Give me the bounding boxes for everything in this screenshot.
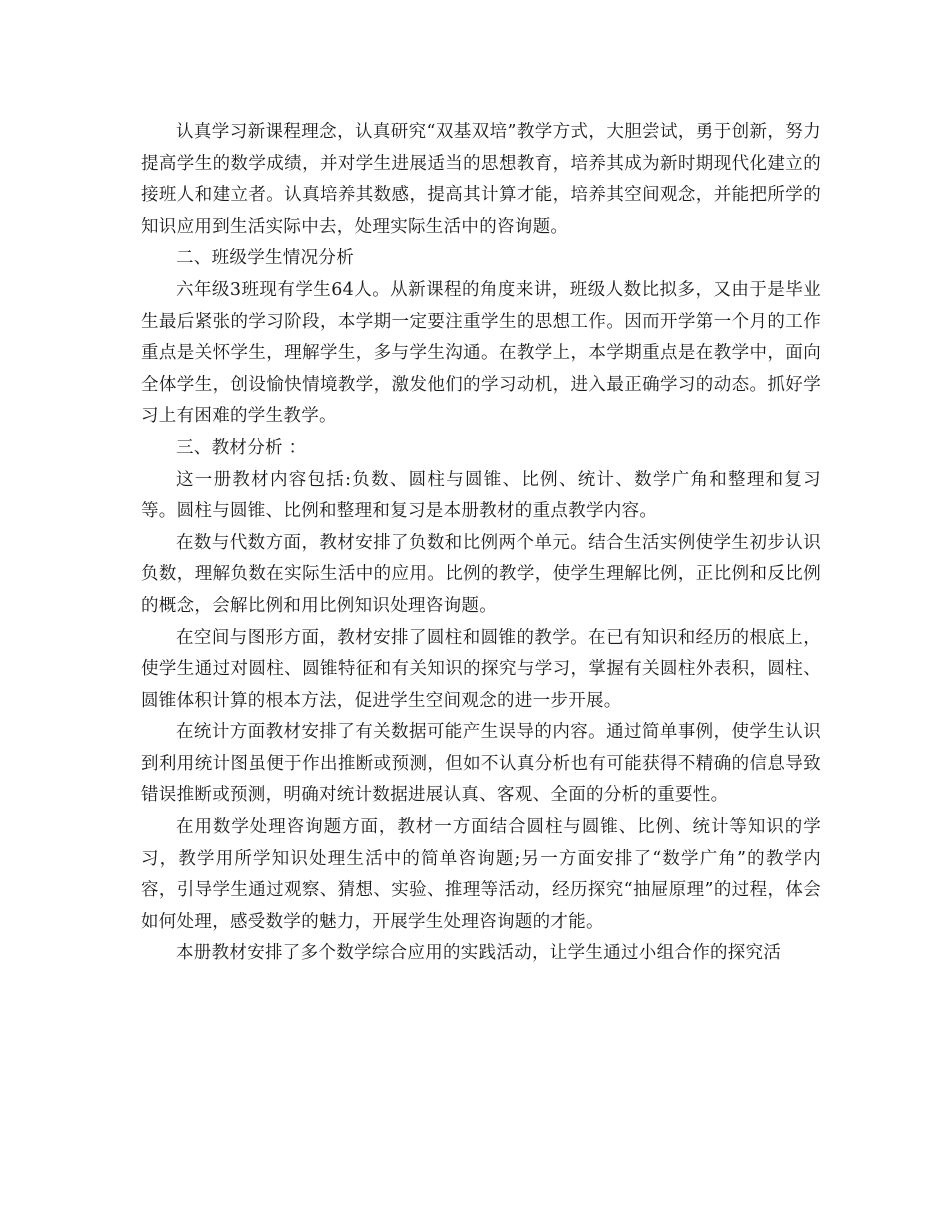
paragraph-class-analysis: 六年级3班现有学生64人。从新课程的角度来讲，班级人数比拟多，又由于是毕业生最后紧张的学习阶段，本学期一定要注重学生的思想工作。因而开学第一个月的工作重点是关怀学生，理解学生，多与学生沟通。在教学上，本学期重点是在教学中，面向全体学生，创设愉快情境教学，激发他们的学习动机，进入最正确学习的动态。抓好学习上有困难的学生教学。 bbox=[141, 279, 821, 427]
paragraph-statistics: 在统计方面教材安排了有关数据可能产生误导的内容。通过简单事例，使学生认识到利用统计图虽便于作出推断或预测，但如不认真分析也有可能获得不精确的信息导致错误推断或预测，明确对统计数据进展认真、客观、全面的分析的重要性。 bbox=[141, 722, 821, 806]
paragraph-textbook-contents: 这一册教材内容包括:负数、圆柱与圆锥、比例、统计、数学广角和整理和复习等。圆柱与圆锥、比例和整理和复习是本册教材的重点教学内容。 bbox=[141, 469, 821, 522]
paragraph-space-geometry: 在空间与图形方面，教材安排了圆柱和圆锥的教学。在已有知识和经历的根底上，使学生通过对圆柱、圆锥特征和有关知识的探究与学习，掌握有关圆柱外表积，圆柱、圆锥体积计算的根本方法，促进学生空间观念的进一步开展。 bbox=[141, 627, 821, 711]
document-body bbox=[141, 117, 821, 970]
section-heading-class-analysis: 二、班级学生情况分析 bbox=[176, 248, 354, 269]
paragraph-problem-solving: 在用数学处理咨询题方面，教材一方面结合圆柱与圆锥、比例、统计等知识的学习，教学用所学知识处理生活中的简单咨询题;另一方面安排了“数学广角”的教学内容，引导学生通过观察、猜想、实验、推理等活动，经历探究“抽屉原理”的过程，体会如何处理，感受数学的魅力，开展学生处理咨询题的才能。 bbox=[141, 817, 821, 932]
paragraph-intro: 认真学习新课程理念，认真研究“双基双培”教学方式，大胆尝试，勇于创新，努力提高学生的数学成绩，并对学生进展适当的思想教育，培养其成为新时期现代化建立的接班人和建立者。认真培养其数感，提高其计算才能，培养其空间观念，并能把所学的知识应用到生活实际中去，处理实际生活中的咨询题。 bbox=[141, 122, 821, 237]
section-heading-textbook-analysis: 三、教材分析 ： bbox=[176, 437, 307, 458]
paragraph-numbers-algebra: 在数与代数方面，教材安排了负数和比例两个单元。结合生活实例使学生初步认识负数，理解负数在实际生活中的应用。比例的教学，使学生理解比例，正比例和反比例的概念，会解比例和用比例知识处理咨询题。 bbox=[141, 532, 821, 616]
paragraph-practice-activities: 本册教材安排了多个数学综合应用的实践活动，让学生通过小组合作的探究活 bbox=[176, 943, 782, 964]
